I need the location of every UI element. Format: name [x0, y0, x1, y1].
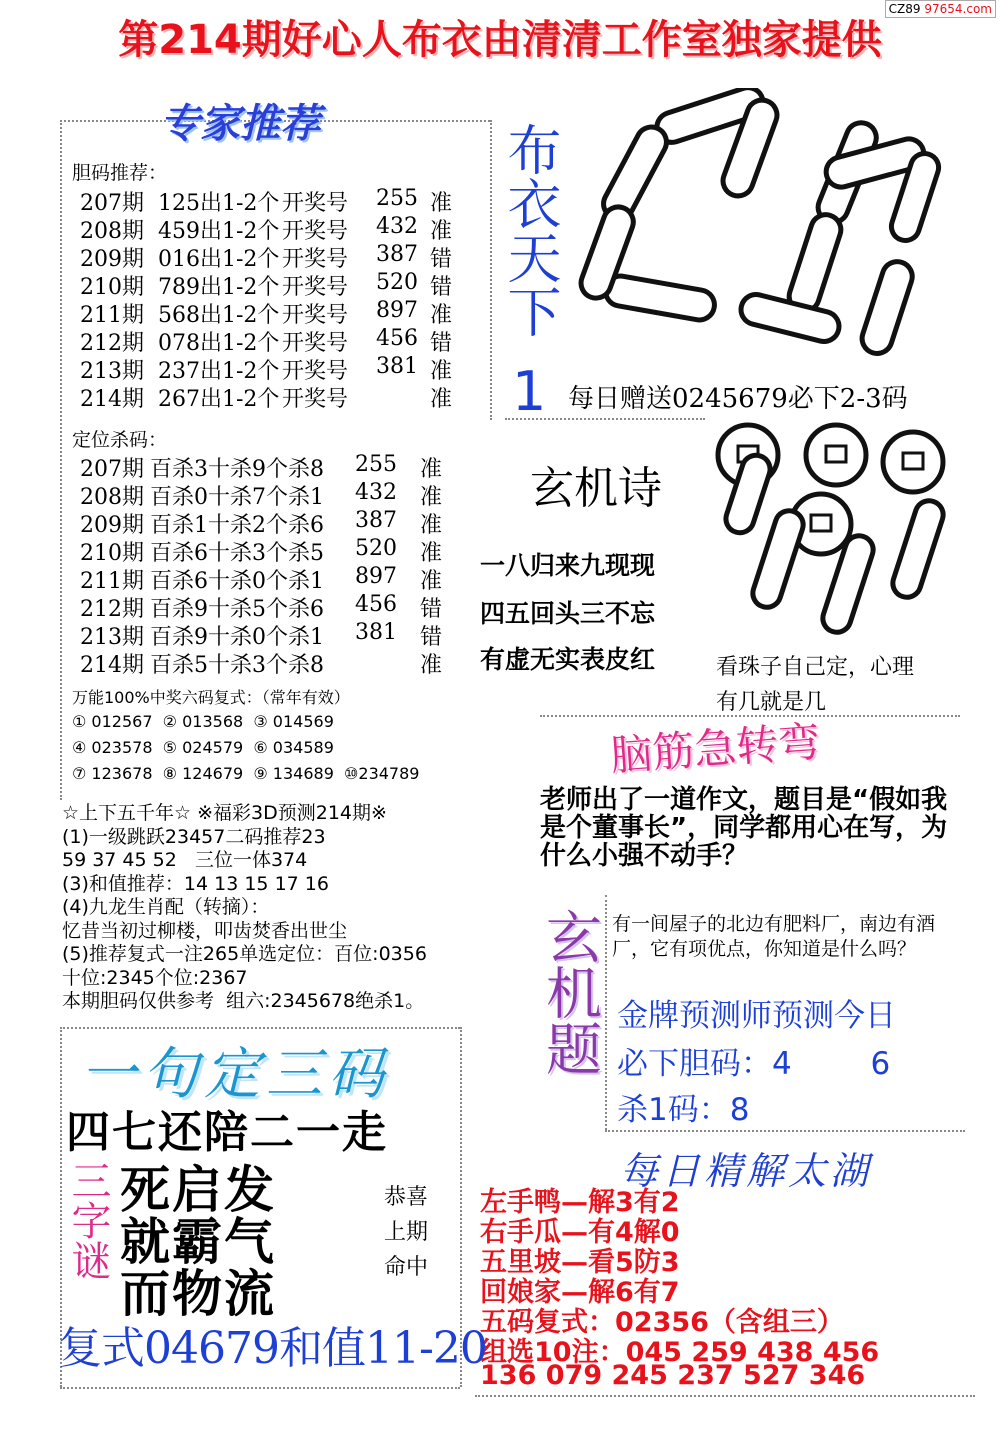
dan-pick: 016出1-2个 [158, 247, 280, 272]
kill-pick: 百杀9十杀5个杀6 [150, 597, 324, 622]
poem-line: 有虚无实表皮红 [480, 645, 656, 674]
dan-row [80, 242, 480, 272]
divider [60, 1027, 460, 1029]
prediction-line: 59 37 45 52 三位一体374 [62, 849, 308, 871]
prediction-line: (4)九龙生肖配（转摘）： [62, 896, 270, 918]
six-code-line: ① 012567 ② 013568 ③ 014569 [72, 712, 334, 731]
three-char-riddle-line: 死启发 [120, 1160, 276, 1219]
dan-pick: 267出1-2个 [158, 387, 280, 412]
prediction-line: (5)推荐复式一注265单选定位：百位:0356 [62, 943, 427, 965]
dan-pick: 237出1-2个 [158, 359, 280, 384]
dan-result: 准 [430, 303, 453, 328]
taihu-line: 136 079 245 237 527 346 [480, 1360, 866, 1391]
dan-pick: 568出1-2个 [158, 303, 280, 328]
kill-row [80, 536, 480, 566]
poem-title: 玄机诗 [530, 463, 662, 514]
rice-digits-illustration [565, 88, 945, 373]
kill-period: 207期 [80, 457, 144, 482]
dan-num: 387 [376, 242, 418, 267]
kill-pick: 百杀0十杀7个杀1 [150, 485, 324, 510]
prediction-line: 忆昔当初过柳楼，叩齿焚香出世尘 [62, 919, 348, 942]
three-code-title: 一句定三码 [80, 1042, 390, 1107]
dan-period: 211期 [80, 303, 144, 328]
cloth-heading: 布衣天下 [499, 122, 562, 338]
six-code-line: ④ 023578 ⑤ 024579 ⑥ 034589 [72, 738, 334, 757]
taihu-line: 左手鸭—解3有2 [480, 1187, 680, 1218]
watermark-prefix: CZ89 [888, 2, 921, 16]
pearl-note: 看珠子自己定，心理 [716, 655, 915, 680]
kill-label: 定位杀码： [72, 429, 168, 451]
kill-num: 432 [355, 480, 397, 505]
kill-row [80, 508, 480, 538]
dan-label: 开奖号 [282, 191, 349, 216]
divider [605, 895, 607, 1130]
kill-row [80, 648, 480, 678]
kill-period: 210期 [80, 541, 144, 566]
congrats-text: 上期 [384, 1220, 429, 1245]
gift-text: 每日赠送0245679必下2-3码 [568, 384, 908, 414]
dan-result: 准 [430, 359, 453, 384]
kill-num: 255 [355, 452, 397, 477]
mystery-heading: 玄机题 [537, 908, 602, 1076]
dan-num: 432 [376, 214, 418, 239]
divider [60, 1387, 460, 1389]
divider [60, 120, 62, 800]
combo-text: 复式04679和值11-20 [58, 1323, 487, 1374]
watermark-site[interactable]: 97654.com [924, 2, 992, 16]
dan-result: 错 [430, 275, 453, 300]
kill-num: 381 [355, 620, 397, 645]
dan-period: 212期 [80, 331, 144, 356]
kill-result: 准 [420, 485, 443, 510]
dan-num: 456 [376, 326, 418, 351]
dan-result: 准 [430, 219, 453, 244]
kill-row [80, 480, 480, 510]
dan-result: 错 [430, 247, 453, 272]
dan-row [80, 270, 480, 300]
prediction-line: ☆上下五千年☆ ※福彩3D预测214期※ [62, 802, 387, 824]
kill-result: 准 [420, 569, 443, 594]
kill-row [80, 620, 480, 650]
three-char-riddle-label: 三字谜 [65, 1160, 111, 1280]
rice-grain-icon [577, 88, 942, 357]
brain-teaser-title: 脑筋急转弯 [608, 716, 822, 781]
dan-num: 255 [376, 186, 418, 211]
page-title: 第214期好心人布衣由清清工作室独家提供 [118, 17, 882, 63]
dan-label: 开奖号 [282, 303, 349, 328]
dan-row [80, 214, 480, 244]
prediction-line: 十位:2345个位:2367 [62, 966, 248, 989]
poem-line: 四五回头三不忘 [480, 599, 656, 628]
dan-row [80, 382, 480, 412]
poem-line: 一八归来九现现 [480, 551, 656, 580]
kill-pick: 百杀6十杀0个杀1 [150, 569, 324, 594]
dan-label: 开奖号 [282, 359, 349, 384]
taihu-line: 五码复式：02356（含组三） [480, 1307, 844, 1338]
taihu-line: 五里坡—看5防3 [480, 1247, 680, 1278]
kill-pick: 百杀5十杀3个杀8 [150, 653, 324, 678]
kill-code-line: 杀1码：8 [617, 1092, 750, 1128]
taihu-line: 回娘家—解6有7 [480, 1277, 680, 1308]
kill-period: 208期 [80, 485, 144, 510]
congrats-text: 命中 [384, 1255, 429, 1280]
site-watermark[interactable] [885, 0, 996, 18]
kill-period: 214期 [80, 653, 144, 678]
dan-period: 208期 [80, 219, 144, 244]
dan-label: 开奖号 [282, 387, 349, 412]
kill-result: 错 [420, 597, 443, 622]
kill-result: 准 [420, 653, 443, 678]
dan-label: 开奖号 [282, 331, 349, 356]
brain-teaser-text: 老师出了一道作文，题目是“假如我是个董事长”，同学都用心在写，为什么小强不动手？ [540, 785, 948, 871]
kill-row [80, 592, 480, 622]
dan-row [80, 354, 480, 384]
kill-pick: 百杀3十杀9个杀8 [150, 457, 324, 482]
riddle-text: 有一间屋子的北边有肥料厂，南边有酒厂，它有项优点，你知道是什么吗？ [612, 913, 936, 960]
three-char-riddle-line: 就霸气 [120, 1212, 276, 1271]
gold-predictor-line: 金牌预测师预测今日 [617, 998, 896, 1034]
dan-period: 207期 [80, 191, 144, 216]
kill-period: 213期 [80, 625, 144, 650]
kill-num: 456 [355, 592, 397, 617]
six-code-line: ⑦ 123678 ⑧ 124679 ⑨ 134689 ⑩234789 [72, 764, 420, 783]
taihu-title: 每日精解太湖 [620, 1149, 873, 1193]
kill-result: 错 [420, 625, 443, 650]
kill-pick: 百杀9十杀0个杀1 [150, 625, 324, 650]
dan-label: 开奖号 [282, 247, 349, 272]
prediction-line: 本期胆码仅供参考 组六:2345678绝杀1。 [62, 990, 425, 1012]
dan-num: 381 [376, 354, 418, 379]
dan-pick: 459出1-2个 [158, 219, 280, 244]
kill-num: 897 [355, 564, 397, 589]
divider [490, 120, 492, 420]
dan-pick: 125出1-2个 [158, 191, 280, 216]
dan-label: 胆码推荐： [72, 162, 168, 184]
dan-row [80, 326, 480, 356]
dan-row [80, 186, 480, 216]
dan-period: 214期 [80, 387, 144, 412]
kill-period: 209期 [80, 513, 144, 538]
dan-label: 开奖号 [282, 219, 349, 244]
six-code-label: 万能100%中奖六码复式：（常年有效） [72, 688, 350, 707]
divider [605, 1130, 965, 1132]
dan-label: 开奖号 [282, 275, 349, 300]
kill-num: 520 [355, 536, 397, 561]
prediction-line: (1)一级跳跃23457二码推荐23 [62, 825, 326, 848]
kill-result: 准 [420, 457, 443, 482]
dan-row [80, 298, 480, 328]
kill-period: 212期 [80, 597, 144, 622]
coin-icon [718, 425, 947, 636]
taihu-line: 右手瓜—有4解0 [480, 1217, 680, 1248]
kill-result: 准 [420, 513, 443, 538]
kill-result: 准 [420, 541, 443, 566]
kill-pick: 百杀1十杀2个杀6 [150, 513, 324, 538]
kill-row [80, 564, 480, 594]
cloth-number: 1 [512, 360, 547, 423]
prediction-line: (3)和值推荐：14 13 15 17 16 [62, 872, 329, 895]
kill-period: 211期 [80, 569, 144, 594]
kill-num: 387 [355, 508, 397, 533]
dan-pick: 078出1-2个 [158, 331, 280, 356]
dan-result: 准 [430, 387, 453, 412]
three-code-phrase: 四七还陪二一走 [66, 1107, 388, 1158]
dan-num: 520 [376, 270, 418, 295]
dan-period: 209期 [80, 247, 144, 272]
congrats-text: 恭喜 [384, 1185, 429, 1210]
three-char-riddle-line: 而物流 [120, 1264, 276, 1323]
dan-period: 210期 [80, 275, 144, 300]
dan-result: 准 [430, 191, 453, 216]
coin-beads-illustration [708, 420, 953, 645]
dan-pick: 789出1-2个 [158, 275, 280, 300]
dan-num: 897 [376, 298, 418, 323]
taihu-line: 组选10注：045 259 438 456 [480, 1337, 880, 1368]
pearl-note: 有几就是几 [716, 690, 827, 715]
divider [475, 1395, 975, 1397]
kill-pick: 百杀6十杀3个杀5 [150, 541, 324, 566]
kill-row [80, 452, 480, 482]
dan-period: 213期 [80, 359, 144, 384]
dan-code-line: 必下胆码：4 6 [617, 1046, 891, 1082]
dan-result: 错 [430, 331, 453, 356]
expert-title: 专家推荐 [160, 101, 320, 147]
